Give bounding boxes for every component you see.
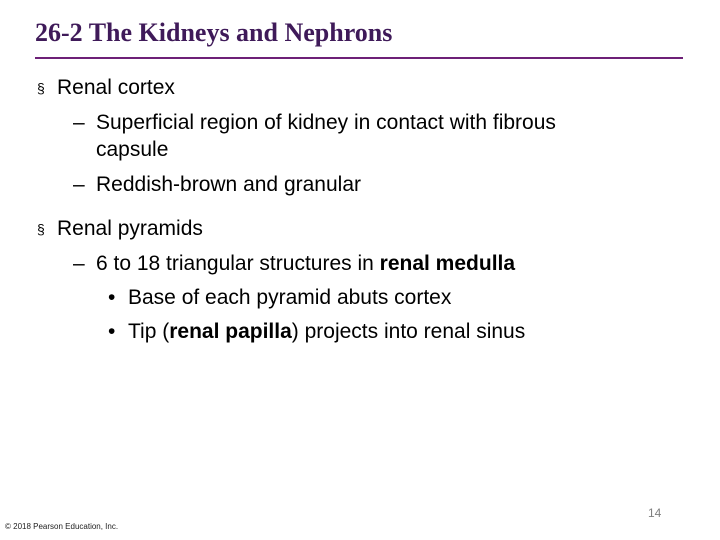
text-run: Tip (: [128, 320, 170, 343]
list-item-text-continued: capsule: [96, 138, 169, 161]
bullet-dot: •: [108, 320, 116, 343]
list-item-text: Reddish-brown and granular: [96, 173, 361, 196]
list-item-text: [96, 252, 515, 276]
section-heading-renal-cortex: Renal cortex: [57, 76, 175, 99]
sub-list-item-text: [128, 320, 525, 344]
bullet-dot: •: [108, 286, 116, 309]
slide-title: 26-2 The Kidneys and Nephrons: [35, 18, 393, 47]
section-bullet-icon: §: [37, 80, 45, 96]
bold-term-renal-medulla: renal medulla: [379, 252, 516, 275]
text-run: ) projects into renal sinus: [291, 320, 526, 343]
dash-marker: –: [73, 111, 85, 134]
section-bullet-icon: §: [37, 221, 45, 237]
dash-marker: –: [73, 252, 85, 275]
sub-list-item-text: Base of each pyramid abuts cortex: [128, 286, 452, 309]
list-item-text: Superficial region of kidney in contact with fibrous: [96, 111, 556, 134]
dash-marker: –: [73, 173, 85, 196]
copyright-notice: © 2018 Pearson Education, Inc.: [5, 522, 119, 531]
page-number: 14: [648, 506, 662, 520]
bold-term-renal-papilla: renal papilla: [169, 320, 292, 343]
section-heading-renal-pyramids: Renal pyramids: [57, 217, 203, 240]
text-run: 6 to 18 triangular structures in: [96, 252, 380, 275]
